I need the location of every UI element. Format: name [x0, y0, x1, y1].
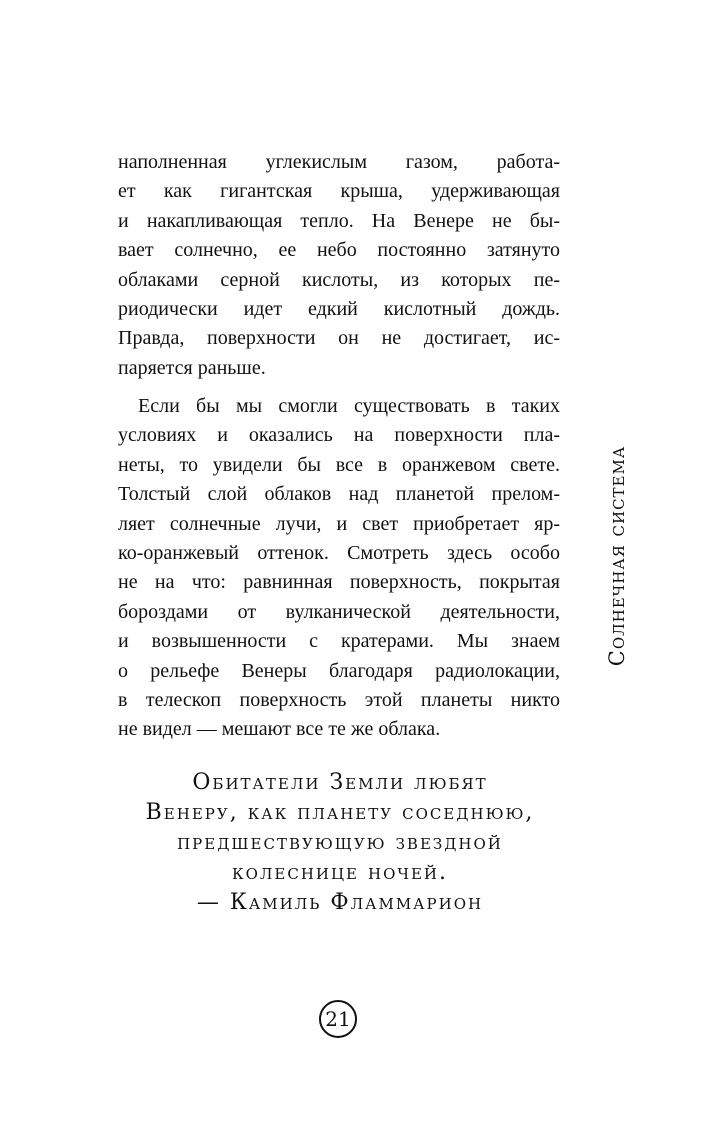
text-line: наполненная углекислым газом, работа- — [118, 151, 560, 173]
text-line: не видел — мешают все те же облака. — [118, 718, 441, 741]
text-line: ляет солнечные лучи, и свет приобретает яр- — [118, 512, 560, 535]
text-line: в телескоп поверхность этой планеты никто — [118, 689, 560, 712]
text-line: ет как гигантская крыша, удерживающая — [118, 180, 560, 203]
paragraph-1 — [118, 148, 560, 383]
paragraph-2 — [118, 392, 560, 745]
text-line: и возвышенности с кратерами. Мы знаем — [118, 630, 560, 653]
text-line: не на что: равнинная поверхность, покрытая — [118, 571, 560, 594]
chapter-side-title — [597, 444, 637, 668]
text-line: риодически идет едкий кислотный дождь. — [118, 298, 560, 321]
text-line: о рельефе Венеры благодаря радиолокации, — [118, 659, 560, 682]
text-line: неты, то увидели бы все в оранжевом свете. — [118, 453, 560, 476]
text-line: и накапливающая тепло. На Венере не бы- — [118, 209, 560, 232]
chapter-side-title-text: Солнечная система — [605, 445, 630, 667]
quote-line: колеснице ночей. — [231, 860, 449, 885]
page-number — [319, 1000, 357, 1038]
quote-line: Венеру, как планету соседнюю, — [145, 800, 535, 825]
text-line: вает солнечно, ее небо постоянно затянуто — [118, 239, 560, 262]
text-line: Толстый слой облаков над планетой прелом- — [118, 483, 560, 506]
epigraph-quote — [100, 768, 580, 918]
text-line: Правда, поверхности он не достигает, ис- — [118, 327, 560, 350]
quote-line: предшествующую звездной — [177, 830, 503, 855]
page-number-text: 21 — [325, 1007, 351, 1031]
quote-line: Обитатели Земли любят — [192, 770, 488, 795]
quote-author: — Камиль Фламмарион — [196, 890, 484, 915]
text-line: облаками серной кислоты, из которых пе- — [118, 268, 560, 291]
text-line: паряется раньше. — [118, 356, 266, 379]
text-line: бороздами от вулканической деятельности, — [118, 600, 560, 623]
text-line: условиях и оказались на поверхности пла- — [118, 424, 560, 447]
text-line: ко-оранжевый оттенок. Смотреть здесь особо — [118, 542, 560, 565]
text-line: Если бы мы смогли существовать в таких — [138, 395, 560, 417]
